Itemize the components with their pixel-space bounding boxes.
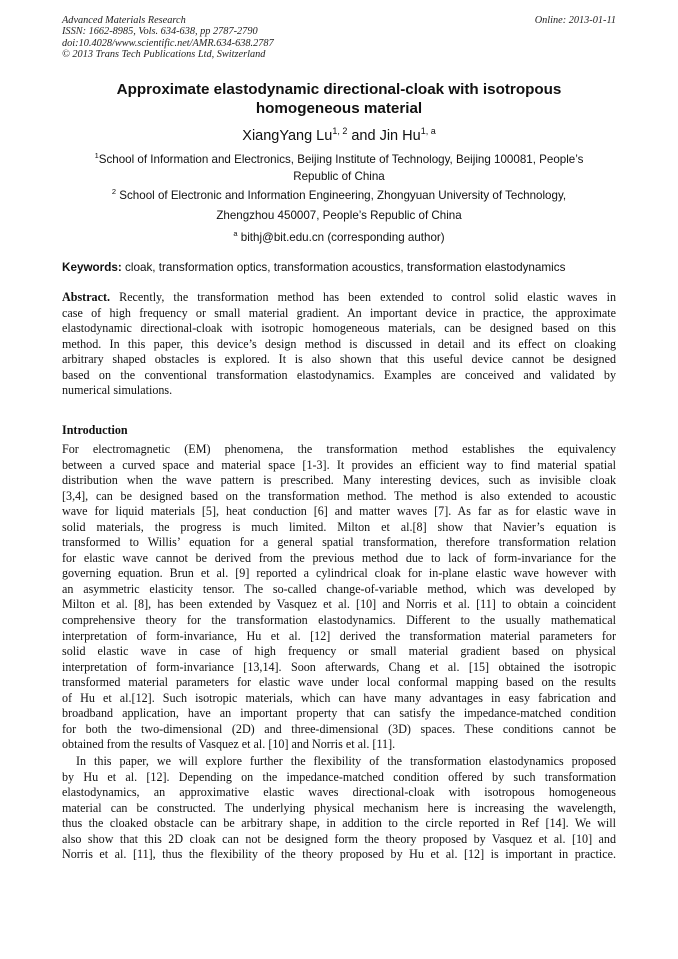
body-line: In this paper, we will explore further the flexibility of the transformation elastodynamics proposed [76,754,616,768]
body-line: Norris et al. [11], thus the flexibility of the theory proposed by Hu et al. [12] is important in practice. [62,847,616,862]
body-line: interpretation of form-invariance [13,14]. Soon afterwards, Chang et al. [15] obtained the isotropic [62,659,616,674]
body-line: Milton et al. [8], has been extended by Vasquez et al. [10] and Norris et al. [11] to obtain a coincident [62,597,616,612]
abstract-line: arbitrary shaped obstacles is explored. It is also shown that this useful device cannot be designed [62,352,616,367]
body-line: an asymmetric elasticity tensor. The so-called change-of-variable method, which was developed by [62,581,616,596]
online-date: Online: 2013-01-11 [534,15,616,26]
body-line: transformed to Willis’ equation for a general spatial transformation, therefore transformation relation [62,535,616,550]
body-line: for elastic wave cannot be derived from the previous method due to lack of form-invariance for the [62,550,616,565]
author-conjunction: and [347,128,380,144]
body-line: broadband application, have an important property that can satisfy the impedance-matched condition [62,706,616,721]
affiliation-1: $^1$School of Information and Electronics, Beijing Institute of Technology, Beijing 100081, People’s Republic of China [94,151,584,183]
affiliation-2: $^2$ School of Electronic and Information Engineering, Zhongyuan University of Technology, Zhengzhou 450007, People’s Republic of China [111,187,567,222]
affiliation-marker: 1 [94,151,99,160]
body-line: transformed material parameters for elastic wave under local conformal mapping based on the results [62,675,616,690]
body-line: distribution when the wave pattern is prescribed. Many interesting devices, such as invisible cloak [62,473,616,488]
copyright-line: © 2013 Trans Tech Publications Ltd, Switzerland [62,48,266,60]
keywords-text: cloak, transformation optics, transformation acoustics, transformation elastodynamics [121,261,566,274]
body-line: of Hu et al.[12]. Such isotropic materials, which can have many advantages in easy fabrication and [62,690,616,705]
author-affiliation-marker: 1, 2 [332,126,348,136]
body-line: material can be constructed. The underlying physical mechanism here is increasing the wavelength, [62,800,616,815]
title-line: homogeneous material [255,99,423,117]
body-line: also show that this 2D cloak can not be designed form the theory proposed by Vasquez et al. [10] and [62,831,616,846]
abstract-label: Abstract. [62,290,111,304]
body-line: comprehensive theory for the transformation elastodynamics. Different to the usually mathematical [62,613,616,628]
body-line: solid elastic wave in case of high frequency or small material gradient based on physical [62,644,616,659]
abstract-line: elastodynamic directional-cloak with isotropic homogeneous materials, can be designed based on this [62,321,616,336]
body-line: by Hu et al. [12]. Depending on the impedance-matched condition offered by such transformation [62,769,616,784]
body-line: [3,4], can be designed based on the transformation method. The method is also extended to acoustic [62,488,616,503]
author-name: XiangYang Lu [242,128,333,144]
keywords-line [62,261,616,275]
body-line: solid materials, the progress is much limited. Milton et al.[8] show that Navier’s equation is [62,519,616,534]
title-line: Approximate elastodynamic directional-cloak with isotropous [116,81,562,98]
abstract-line: numerical simulations. [62,383,173,398]
paper-title [62,81,616,118]
journal-name: Advanced Materials Research [62,15,186,26]
author-affiliation-marker: 1, a [420,126,436,136]
introduction-paragraph-1 [62,442,616,753]
corresponding-email: $^a$ bithj@bit.edu.cn (corresponding author) [233,229,445,244]
body-line: interpretation of form-invariance, Hu et al. [12] derived the transformation material parameters for [62,628,616,643]
journal-meta [62,15,274,60]
issn-line: ISSN: 1662-8985, Vols. 634-638, pp 2787-2790 [62,26,258,38]
body-line: for both the two-dimensional (2D) and three-dimensional (3D) spaces. These conditions cannot be [62,721,616,736]
abstract-line: based on the conventional transformation elastodynamics. Examples are conceived and validated by [62,367,616,382]
abstract-line: method. In this paper, this device’s design method is discussed in detail and its effect on cloaking [62,336,616,351]
author-name: Jin Hu [379,128,421,144]
body-line: obtained from the results of Vasquez et al. [10] and Norris et al. [11]. [62,737,396,752]
abstract-line: case of high frequency or small material gradient. An important device in practice, the approximate [62,305,616,320]
body-line: For electromagnetic (EM) phenomena, the transformation method establishes the equivalency [62,442,616,456]
body-line: thus the cloaked obstacle can be arbitrary shape, in addition to the circle reported in Ref [14]. We will [62,816,616,831]
doi-line: doi:10.4028/www.scientific.net/AMR.634-638.2787 [62,37,274,49]
body-line: elastodynamics, an approximative elastic waves directional-cloak with isotropous homogeneous [62,785,616,800]
author-list [62,123,616,145]
body-line: between a curved space and material space [1-3]. It provides an efficient way to find material spatial [62,457,616,472]
body-line: wave for liquid materials [5], heat conduction [6] and matter waves [7]. As far as for elastic wave in [62,504,616,519]
body-line: governing equation. Brun et al. [9] reported a cylindrical cloak for in-plane elastic wave however with [62,566,616,581]
keywords-label: Keywords: [62,261,122,274]
section-heading-introduction: Introduction [62,423,128,437]
abstract-paragraph: Abstract. Recently, the transformation method has been extended to control solid elastic waves in case of high frequency or small material gradient. An important device in practice, the approximate elastodynamic directional-cloak with isotropic homogeneous materials, can be designed based on this method. In this paper, this device’s design method is discussed in detail and its effect on cloaking arbitrary shaped obstacles is explored. It is also shown that this useful device cannot be designed based on the conventional transformation elastodynamics. Examples are conceived and validated by numerical simulations. [62,290,616,398]
affiliation-marker: 2 [111,187,117,196]
email-marker: a [233,229,238,238]
introduction-paragraph-2 [62,754,616,863]
